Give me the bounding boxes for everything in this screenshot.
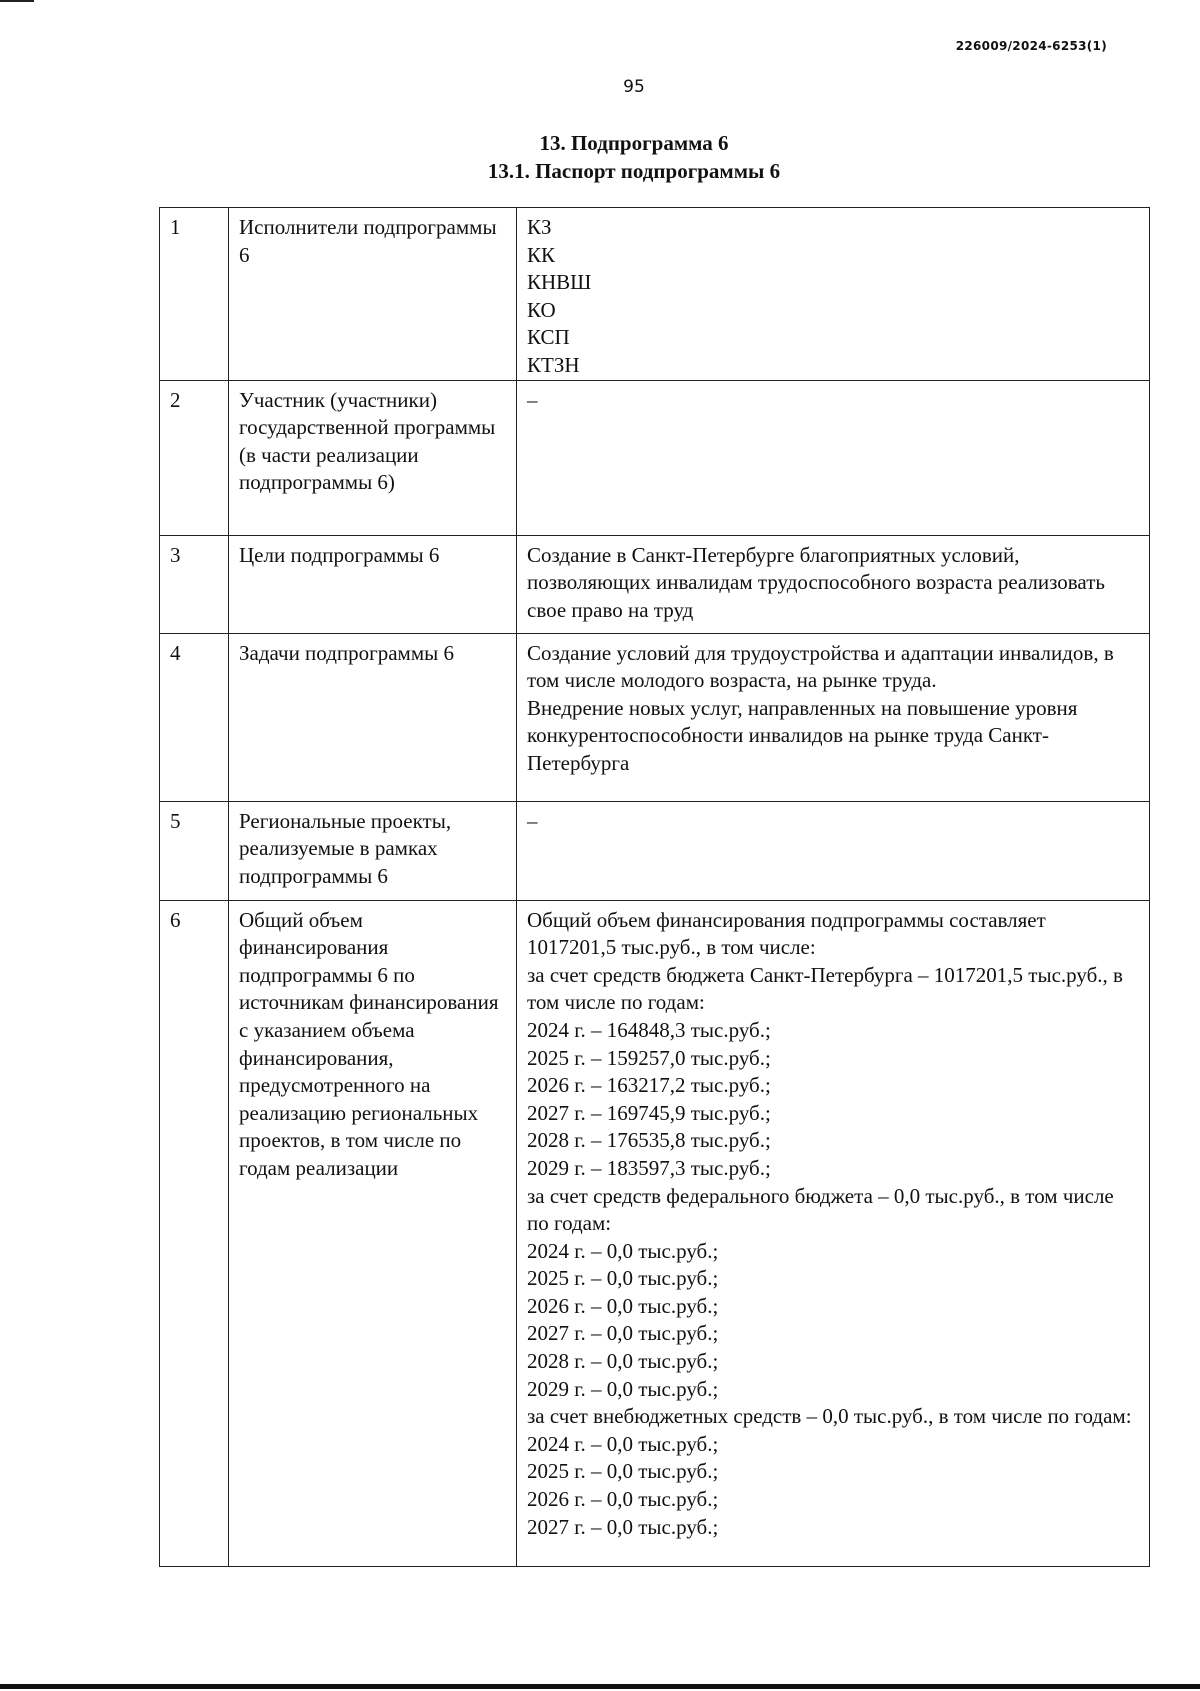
financing-extra-budgetary: за счет внебюджетных средств – 0,0 тыс.руб., в том числе по годам: bbox=[527, 1404, 1132, 1429]
row-value bbox=[517, 208, 1150, 381]
value-paragraph: – bbox=[527, 387, 538, 412]
row-value bbox=[517, 380, 1150, 535]
financing-year-line: 2026 г. – 0,0 тыс.руб.; bbox=[527, 1487, 719, 1512]
financing-year-line: 2025 г. – 0,0 тыс.руб.; bbox=[527, 1266, 719, 1291]
row-number: 4 bbox=[160, 633, 229, 801]
table-row-participants bbox=[160, 380, 1150, 535]
page-number: 95 bbox=[623, 77, 645, 97]
row-number: 1 bbox=[160, 208, 229, 381]
row-number: 6 bbox=[160, 900, 229, 1566]
financing-city-budget: за счет средств бюджета Санкт-Петербурга – 1017201,5 тыс.руб., в том числе по годам: bbox=[527, 962, 1123, 1015]
document-number: 226009/2024-6253(1) bbox=[955, 39, 1107, 53]
financing-federal-budget: за счет средств федерального бюджета – 0,0 тыс.руб., в том числе по годам: bbox=[527, 1183, 1114, 1236]
executor-item: КО bbox=[527, 297, 556, 322]
financing-year-line: 2029 г. – 0,0 тыс.руб.; bbox=[527, 1376, 719, 1401]
value-paragraph: – bbox=[527, 808, 538, 833]
table-row-regional-projects bbox=[160, 801, 1150, 900]
subsection-title: 13.1. Паспорт подпрограммы 6 bbox=[487, 159, 781, 183]
row-label: Общий объем финансирования подпрограммы 6 по источникам финансирования с указанием объема финансирования, предусмотренного на реализацию региональных проектов, в том числе по годам реализации bbox=[229, 900, 517, 1566]
row-label: Участник (участники) государственной программы (в части реализации подпрограммы 6) bbox=[229, 380, 517, 535]
table-row-executors bbox=[160, 208, 1150, 381]
row-number: 5 bbox=[160, 801, 229, 900]
financing-year-line: 2025 г. – 159257,0 тыс.руб.; bbox=[527, 1045, 771, 1070]
financing-year-line: 2024 г. – 164848,3 тыс.руб.; bbox=[527, 1017, 771, 1042]
value-paragraph: Создание условий для трудоустройства и адаптации инвалидов, в том числе молодого возраста, на рынке труда. bbox=[527, 640, 1114, 693]
row-number: 3 bbox=[160, 535, 229, 633]
value-paragraph: Внедрение новых услуг, направленных на повышение уровня конкурентоспособности инвалидов на рынке труда Санкт-Петербурга bbox=[527, 695, 1078, 775]
financing-year-line: 2024 г. – 0,0 тыс.руб.; bbox=[527, 1238, 719, 1263]
financing-year-line: 2026 г. – 0,0 тыс.руб.; bbox=[527, 1293, 719, 1318]
table-row-goals bbox=[160, 535, 1150, 633]
value-paragraph: Создание в Санкт-Петербурге благоприятных условий, позволяющих инвалидам трудоспособного возраста реализовать свое право на труд bbox=[527, 542, 1105, 622]
executor-item: КТЗН bbox=[527, 352, 580, 377]
row-label: Цели подпрограммы 6 bbox=[229, 535, 517, 633]
section-title: 13. Подпрограмма 6 bbox=[539, 131, 729, 155]
financing-year-line: 2024 г. – 0,0 тыс.руб.; bbox=[527, 1431, 719, 1456]
financing-year-line: 2028 г. – 0,0 тыс.руб.; bbox=[527, 1349, 719, 1374]
table-row-tasks bbox=[160, 633, 1150, 801]
executor-item: КК bbox=[527, 242, 556, 267]
row-number: 2 bbox=[160, 380, 229, 535]
executor-item: КСП bbox=[527, 325, 570, 350]
executor-item: КЗ bbox=[527, 215, 552, 239]
scan-edge-mark-top bbox=[0, 0, 34, 2]
scan-edge-mark-bottom bbox=[0, 1684, 1200, 1689]
row-value bbox=[517, 633, 1150, 801]
financing-year-line: 2027 г. – 0,0 тыс.руб.; bbox=[527, 1321, 719, 1346]
row-value bbox=[517, 900, 1150, 1566]
financing-total: Общий объем финансирования подпрограммы составляет 1017201,5 тыс.руб., в том числе: bbox=[527, 907, 1046, 960]
table-row-financing bbox=[160, 900, 1150, 1566]
subprogram-passport-table bbox=[159, 207, 1150, 1567]
financing-year-line: 2027 г. – 169745,9 тыс.руб.; bbox=[527, 1100, 771, 1125]
financing-year-line: 2029 г. – 183597,3 тыс.руб.; bbox=[527, 1155, 771, 1180]
row-label: Задачи подпрограммы 6 bbox=[229, 633, 517, 801]
financing-year-line: 2025 г. – 0,0 тыс.руб.; bbox=[527, 1459, 719, 1484]
financing-year-line: 2026 г. – 163217,2 тыс.руб.; bbox=[527, 1073, 771, 1098]
executor-item: КНВШ bbox=[527, 270, 592, 295]
financing-year-line: 2027 г. – 0,0 тыс.руб.; bbox=[527, 1514, 719, 1539]
row-value bbox=[517, 535, 1150, 633]
financing-year-line: 2028 г. – 176535,8 тыс.руб.; bbox=[527, 1128, 771, 1153]
row-label: Региональные проекты, реализуемые в рамках подпрограммы 6 bbox=[229, 801, 517, 900]
row-value bbox=[517, 801, 1150, 900]
row-label: Исполнители подпрограммы 6 bbox=[229, 208, 517, 381]
